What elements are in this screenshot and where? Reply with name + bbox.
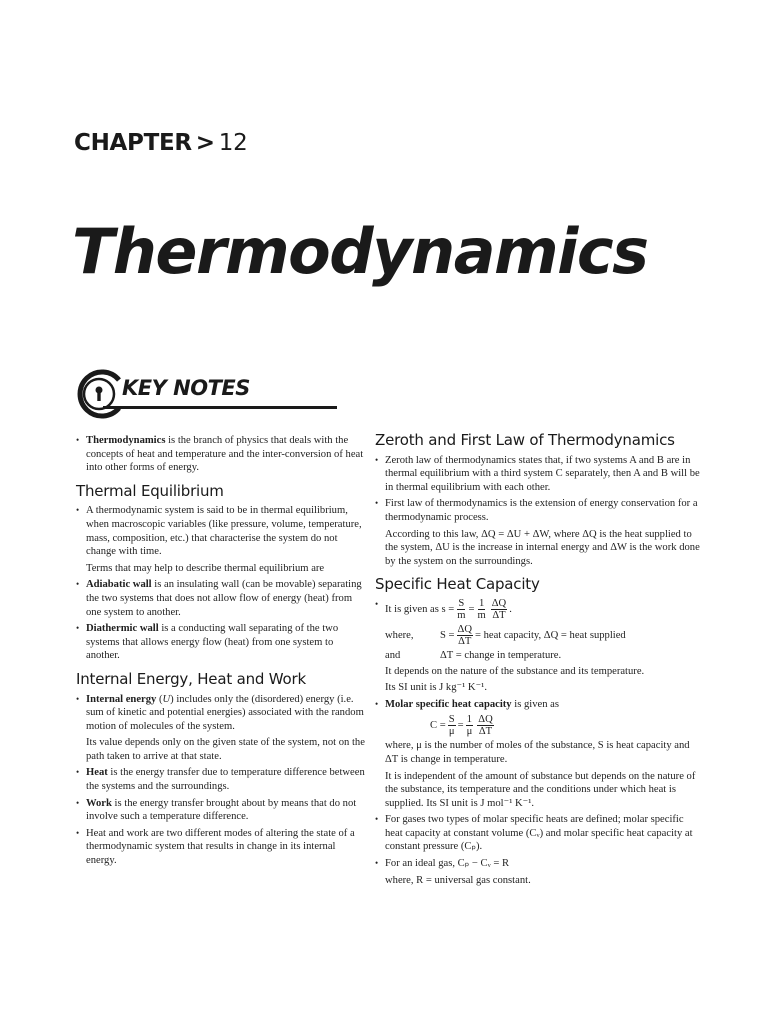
- list-item: • Work is the energy transfer brought about by means that do not involve such a temperature difference.: [76, 797, 366, 824]
- list-item: • Adiabatic wall is an insulating wall (can be movable) separating the two systems that does not allow flow of energy (heat) from one system to another.: [76, 578, 366, 619]
- left-column: [76, 434, 366, 871]
- paragraph: Its SI unit is J kg⁻¹ K⁻¹.: [385, 682, 488, 694]
- fraction: $\frac{\Delta Q}{\Delta T}$: [457, 623, 472, 647]
- key-notes-banner: [75, 368, 275, 420]
- section-heading: Zeroth and First Law of Thermodynamics: [375, 431, 675, 449]
- chapter-label: CHAPTER: [74, 130, 192, 156]
- section-heading: Thermal Equilibrium: [76, 481, 224, 500]
- fraction: $\frac{\Delta Q}{\Delta T}$: [478, 714, 493, 738]
- list-item: • For gases two types of molar specific heats are defined; molar specific heat capacity at constant volume (Cᵥ) and molar specific heat capacity at constant pressure (Cₚ).: [375, 813, 700, 854]
- paragraph: According to this law, ΔQ = ΔU + ΔW, where ΔQ is the heat supplied to the system, ΔU is the increase in internal energy and ΔW is the work done by the system on the surroundings.: [385, 528, 700, 567]
- key-notes-label: KEY NOTES: [122, 376, 250, 400]
- list-item: • Diathermic wall is a conducting wall separating of the two systems that allows energy flow (heat) from one system to another.: [76, 622, 366, 663]
- paragraph: where, μ is the number of moles of the substance, S is heat capacity and ΔT is change in temperature.: [385, 740, 690, 765]
- list-item: • A thermodynamic system is said to be in thermal equilibrium, when macroscopic variables (like pressure, volume, temperature, mass, composition, etc.) that characterise the system do not change with time.: [76, 504, 366, 558]
- list-item: • Thermodynamics is the branch of physics that deals with the concepts of heat and temperature and the inter-conversion of heat into other forms of energy.: [76, 434, 366, 475]
- chapter-heading: [74, 130, 247, 156]
- list-item: • Heat and work are two different modes of altering the state of a thermodynamic system that results in change in its internal energy.: [76, 827, 366, 868]
- paragraph: Terms that may help to describe thermal equilibrium are: [86, 562, 325, 574]
- fraction: $\frac{1}{m}$: [477, 597, 486, 621]
- paragraph: where, R = universal gas constant.: [385, 874, 531, 886]
- paragraph: It depends on the nature of the substance and its temperature.: [385, 665, 645, 677]
- chapter-number: 12: [218, 130, 248, 156]
- paragraph: It is independent of the amount of substance but depends on the nature of the substance, its temperature and the conditions under which heat is supplied. Its SI unit is J mol⁻¹ K⁻¹.: [385, 770, 696, 809]
- list-item: • Heat is the energy transfer due to temperature difference between the systems and the surroundings.: [76, 766, 366, 793]
- list-item: • First law of thermodynamics is the extension of energy conservation for a thermodynamic process.: [375, 497, 700, 524]
- section-heading: Internal Energy, Heat and Work: [76, 669, 306, 688]
- page-title: Thermodynamics: [72, 215, 648, 288]
- fraction: $\frac{S}{\mu}$: [448, 714, 455, 738]
- list-item: • Zeroth law of thermodynamics states that, if two systems A and B are in thermal equilibrium with a third system C separately, then A and B will be in thermal equilibrium with each other.: [375, 454, 700, 495]
- equation-row: C = $\frac{S}{\mu}$ = $\frac{1}{\mu}$ $\frac{\Delta Q}{\Delta T}$: [430, 714, 493, 738]
- list-item: • For an ideal gas, Cₚ − Cᵥ = R: [375, 857, 700, 871]
- chevron-right-icon: >: [195, 130, 215, 156]
- list-item: • Molar specific heat capacity is given as: [375, 698, 700, 712]
- right-column: [375, 431, 700, 890]
- list-item: • It is given as s = $\frac{S}{m}$ = $\frac{1}{m}$ $\frac{\Delta Q}{\Delta T}$ .: [375, 598, 700, 621]
- equation-row: where, S = $\frac{\Delta Q}{\Delta T}$ = heat capacity, ΔQ = heat supplied: [385, 623, 626, 647]
- fraction: $\frac{\Delta Q}{\Delta T}$: [491, 597, 507, 621]
- paragraph: Its value depends only on the given state of the system, not on the path taken to arrive at that state.: [86, 737, 365, 762]
- list-item: • Internal energy (U) includes only the (disordered) energy (i.e. sum of kinetic and potential energies) associated with the random motion of molecules of the system.: [76, 693, 366, 734]
- key-notes-underline: [103, 406, 337, 409]
- fraction: $\frac{S}{m}$: [457, 597, 466, 621]
- equation-row: and ΔT = change in temperature.: [385, 649, 562, 661]
- key-icon: [75, 368, 127, 420]
- fraction: $\frac{1}{\mu}$: [466, 714, 473, 738]
- section-heading: Specific Heat Capacity: [375, 575, 540, 594]
